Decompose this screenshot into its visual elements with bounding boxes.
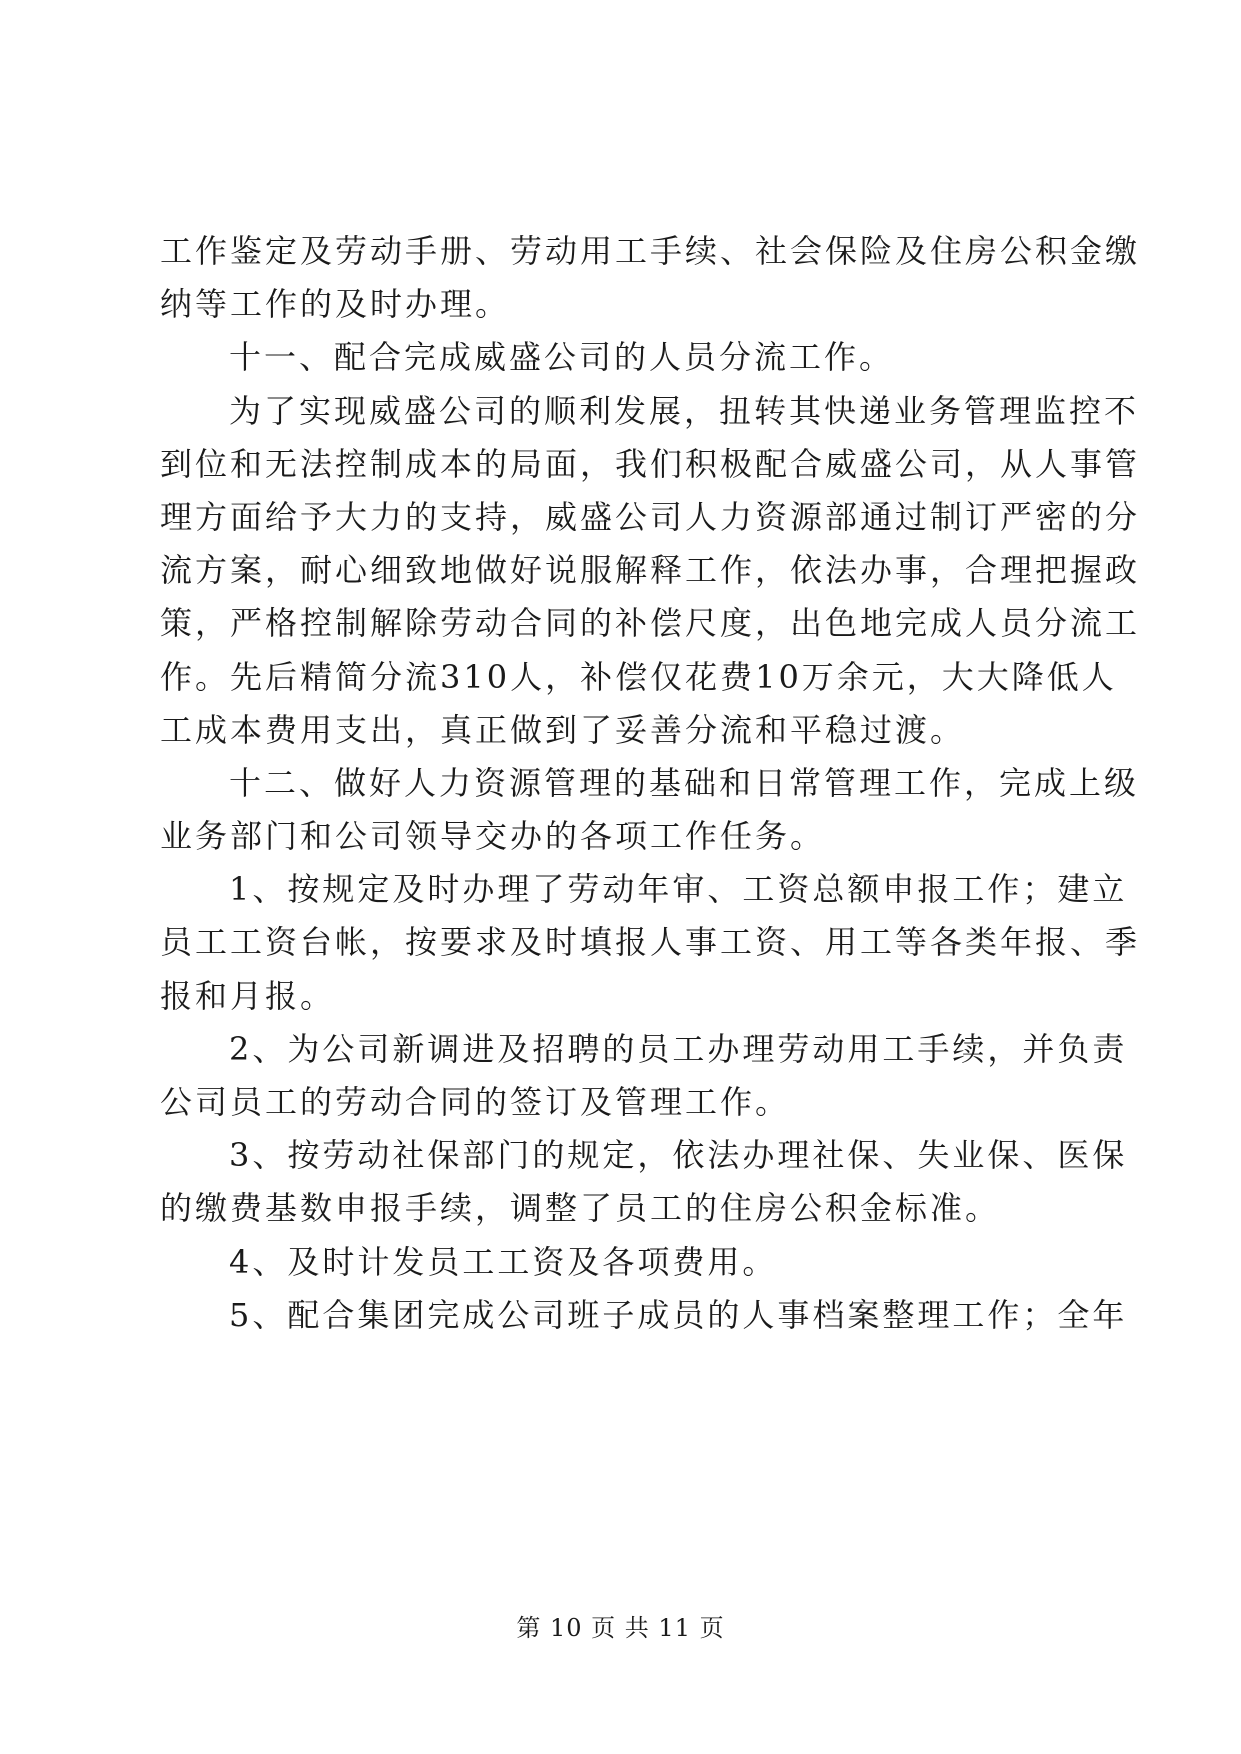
text-line: 5、配合集团完成公司班子成员的人事档案整理工作；全年 bbox=[229, 1295, 1128, 1334]
page-footer: 第 10 页 共 11 页 bbox=[516, 1614, 725, 1642]
text-line: 十二、做好人力资源管理的基础和日常管理工作，完成上级 bbox=[229, 763, 1140, 802]
text-line: 流方案，耐心细致地做好说服解释工作，依法办事，合理把握政 bbox=[160, 551, 1141, 590]
text-line: 纳等工作的及时办理。 bbox=[160, 285, 511, 324]
text-line: 3、按劳动社保部门的规定，依法办理社保、失业保、医保 bbox=[229, 1136, 1128, 1175]
document-body bbox=[160, 225, 1141, 1342]
text-line: 为了实现威盛公司的顺利发展，扭转其快递业务管理监控不 bbox=[229, 391, 1140, 430]
text-line: 报和月报。 bbox=[160, 976, 336, 1015]
text-line: 业务部门和公司领导交办的各项工作任务。 bbox=[160, 817, 826, 856]
text-line: 员工工资台帐，按要求及时填报人事工资、用工等各类年报、季 bbox=[160, 923, 1141, 962]
text-line: 1、按规定及时办理了劳动年审、工资总额申报工作；建立 bbox=[229, 870, 1128, 909]
text-line: 的缴费基数申报手续，调整了员工的住房公积金标准。 bbox=[160, 1189, 1001, 1228]
text-line: 工作鉴定及劳动手册、劳动用工手续、社会保险及住房公积金缴 bbox=[160, 232, 1141, 270]
text-line: 到位和无法控制成本的局面，我们积极配合威盛公司，从人事管 bbox=[160, 444, 1141, 483]
text-line: 理方面给予大力的支持，威盛公司人力资源部通过制订严密的分 bbox=[160, 497, 1141, 536]
text-line: 工成本费用支出，真正做到了妥善分流和平稳过渡。 bbox=[160, 710, 966, 749]
text-line: 公司员工的劳动合同的签订及管理工作。 bbox=[160, 1083, 791, 1121]
text-line: 策，严格控制解除劳动合同的补偿尺度，出色地完成人员分流工 bbox=[160, 604, 1141, 643]
text-line: 4、及时计发员工工资及各项费用。 bbox=[229, 1242, 778, 1281]
text-line: 作。先后精简分流310人，补偿仅花费10万余元，大大降低人 bbox=[160, 657, 1117, 696]
text-line: 2、为公司新调进及招聘的员工办理劳动用工手续，并负责 bbox=[229, 1029, 1128, 1068]
text-line: 十一、配合完成威盛公司的人员分流工作。 bbox=[229, 338, 895, 377]
